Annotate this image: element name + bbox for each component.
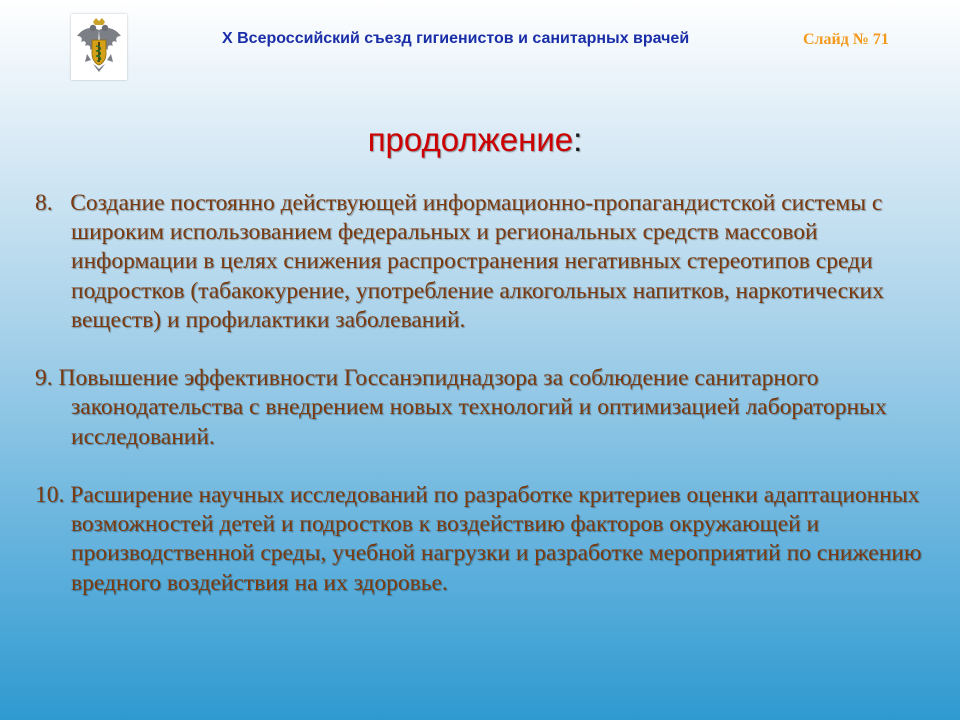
list-item [35, 364, 935, 452]
item-number: 10. [35, 482, 65, 508]
double-headed-eagle-icon [71, 14, 127, 80]
header-title: X Всероссийский съезд гигиенистов и санитарных врачей [222, 30, 690, 47]
item-text: Создание постоянно действующей информационно-пропагандистской системы с широким использованием федеральных и региональных средств массовой информации в целях снижения распространения негативных стереотипов среди подростков (табакокурение, употребление алкогольных напитков, наркотических веществ) и профилактики заболеваний. [70, 190, 884, 333]
item-text: Повышение эффективности Госсанэпиднадзора за соблюдение санитарного законодательства с внедрением новых технологий и оптимизацией лабораторных исследований. [58, 365, 887, 450]
emblem-logo [71, 14, 127, 80]
item-number: 8. [35, 190, 53, 216]
items-list [35, 189, 935, 598]
slide-heading [0, 121, 950, 159]
item-number: 9. [35, 365, 53, 392]
heading-colon: : [573, 121, 583, 158]
slide-number: Слайд № 71 [803, 31, 889, 48]
item-text: Расширение научных исследований по разработке критериев оценки адаптационных возможностей детей и подростков к воздействию факторов окружающей и производственной среды, учебной нагрузки и разработке мероприятий по снижению вредного воздействия на их здоровье. [70, 482, 922, 596]
heading-text: продолжение [367, 121, 574, 158]
list-item [35, 189, 935, 335]
list-item [35, 481, 935, 598]
